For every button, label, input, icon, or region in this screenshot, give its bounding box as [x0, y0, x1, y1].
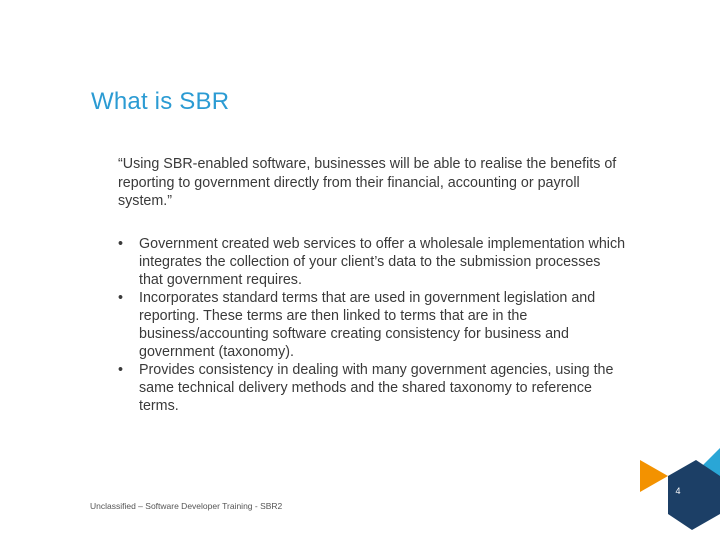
bullet-list: [118, 235, 628, 415]
bullet-text: Government created web services to offer a wholesale implementation which integrates the collection of your client’s data to the submission processes that government requires.: [139, 236, 626, 288]
orange-triangle: [640, 460, 668, 492]
page-number: 4: [675, 486, 681, 496]
footer-classification: Unclassified – Software Developer Training - SBR2: [90, 501, 283, 511]
bullet-item: [118, 361, 628, 415]
bullet-item: [118, 289, 628, 361]
slide-title: What is SBR: [91, 88, 230, 115]
bullet-dot: •: [118, 236, 124, 252]
bullet-item: [118, 235, 628, 289]
quote-text: “Using SBR-enabled software, businesses will be able to realise the benefits of reporting to government directly from their financial, accounting or payroll system.”: [118, 156, 617, 209]
bullet-text: Provides consistency in dealing with many government agencies, using the same technical delivery methods and the shared taxonomy to reference terms.: [139, 362, 614, 414]
bullet-dot: •: [118, 362, 124, 378]
bullet-dot: •: [118, 290, 124, 306]
bullet-text: Incorporates standard terms that are used in government legislation and reporting. These terms are then linked to terms that are in the business/accounting software creating consistency for business and government (taxonomy).: [139, 290, 596, 360]
